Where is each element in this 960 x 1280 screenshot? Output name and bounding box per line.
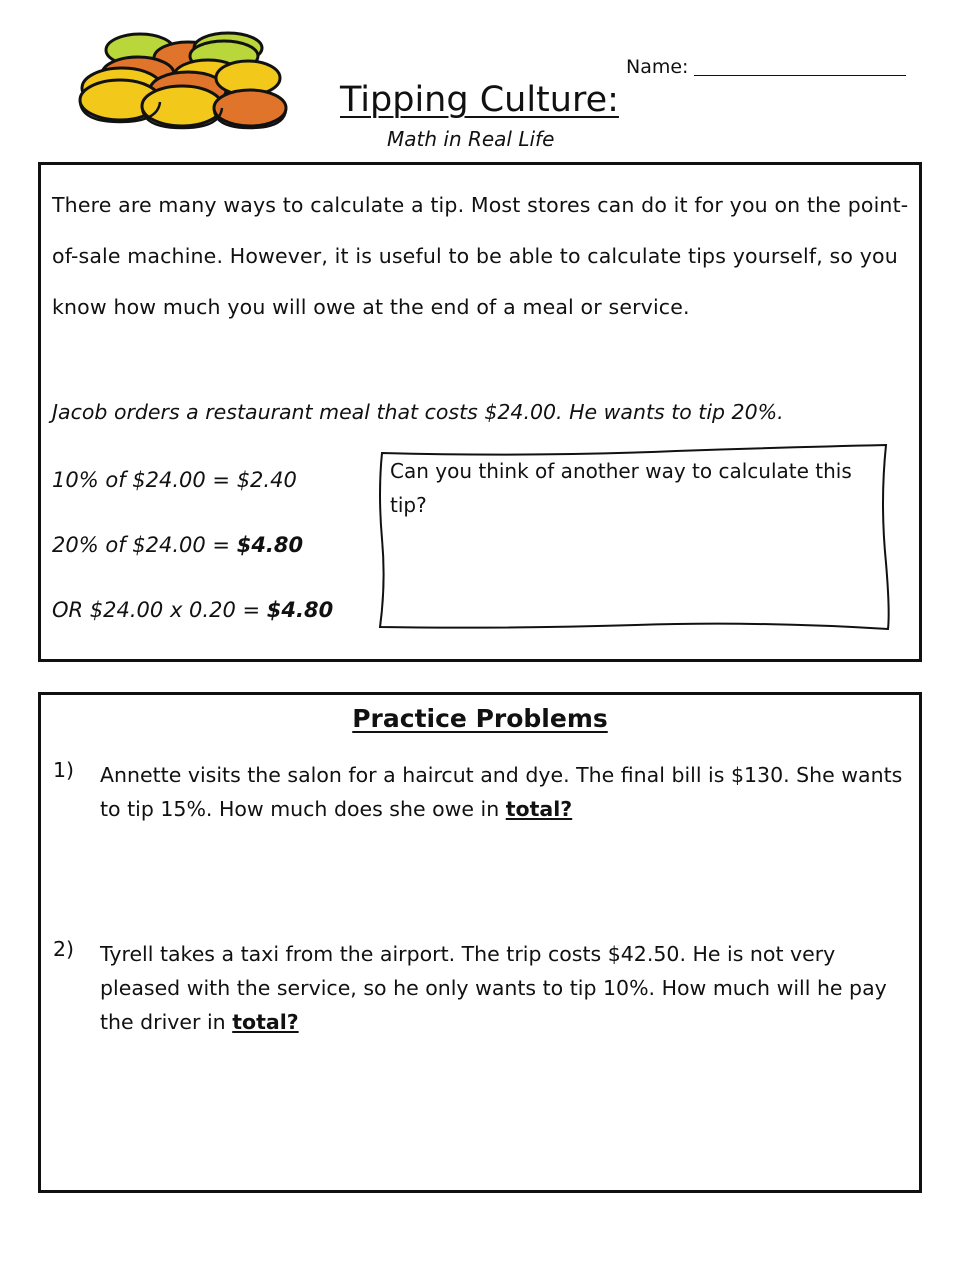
example-prompt: Jacob orders a restaurant meal that costs $24.00. He wants to tip 20%. bbox=[52, 400, 784, 424]
calculation-line-1: 10% of $24.00 = $2.40 bbox=[52, 468, 297, 492]
calculation-2-result: $4.80 bbox=[236, 533, 304, 557]
calculation-line-2 bbox=[52, 533, 303, 557]
name-label: Name: bbox=[626, 56, 689, 78]
calculation-2-expression: 20% of $24.00 = bbox=[52, 533, 237, 557]
practice-title: Practice Problems bbox=[352, 704, 608, 733]
problem-1-body: Annette visits the salon for a haircut and dye. The final bill is $130. She wants to tip 15%. How much does she owe in bbox=[100, 763, 903, 821]
page-subtitle: Math in Real Life bbox=[387, 127, 555, 151]
page-title: Tipping Culture: bbox=[340, 80, 619, 120]
problem-1-text bbox=[100, 758, 912, 826]
name-blank-line[interactable] bbox=[694, 75, 906, 76]
problem-1-emphasis: total? bbox=[505, 797, 573, 821]
problem-2-text bbox=[100, 937, 912, 1039]
problem-2-number: 2) bbox=[53, 937, 75, 961]
problem-2-body: Tyrell takes a taxi from the airport. The trip costs $42.50. He is not very pleased with the service, so he only wants to tip 10%. How much will he pay the driver in bbox=[100, 942, 887, 1034]
calculation-3-result: $4.80 bbox=[266, 598, 334, 622]
intro-paragraph: There are many ways to calculate a tip. Most stores can do it for you on the point-of-sale machine. However, it is useful to be able to calculate tips yourself, so you know how much you will owe at the end of a meal or service. bbox=[52, 193, 909, 319]
name-field[interactable] bbox=[626, 56, 906, 78]
problem-2-emphasis: total? bbox=[232, 1010, 299, 1034]
coins-pile-icon bbox=[78, 30, 290, 138]
callout-question: Can you think of another way to calculate this tip? bbox=[390, 459, 852, 517]
calculation-line-3 bbox=[52, 598, 333, 622]
calculation-3-expression: OR $24.00 x 0.20 = bbox=[52, 598, 267, 622]
problem-1-number: 1) bbox=[53, 758, 75, 782]
